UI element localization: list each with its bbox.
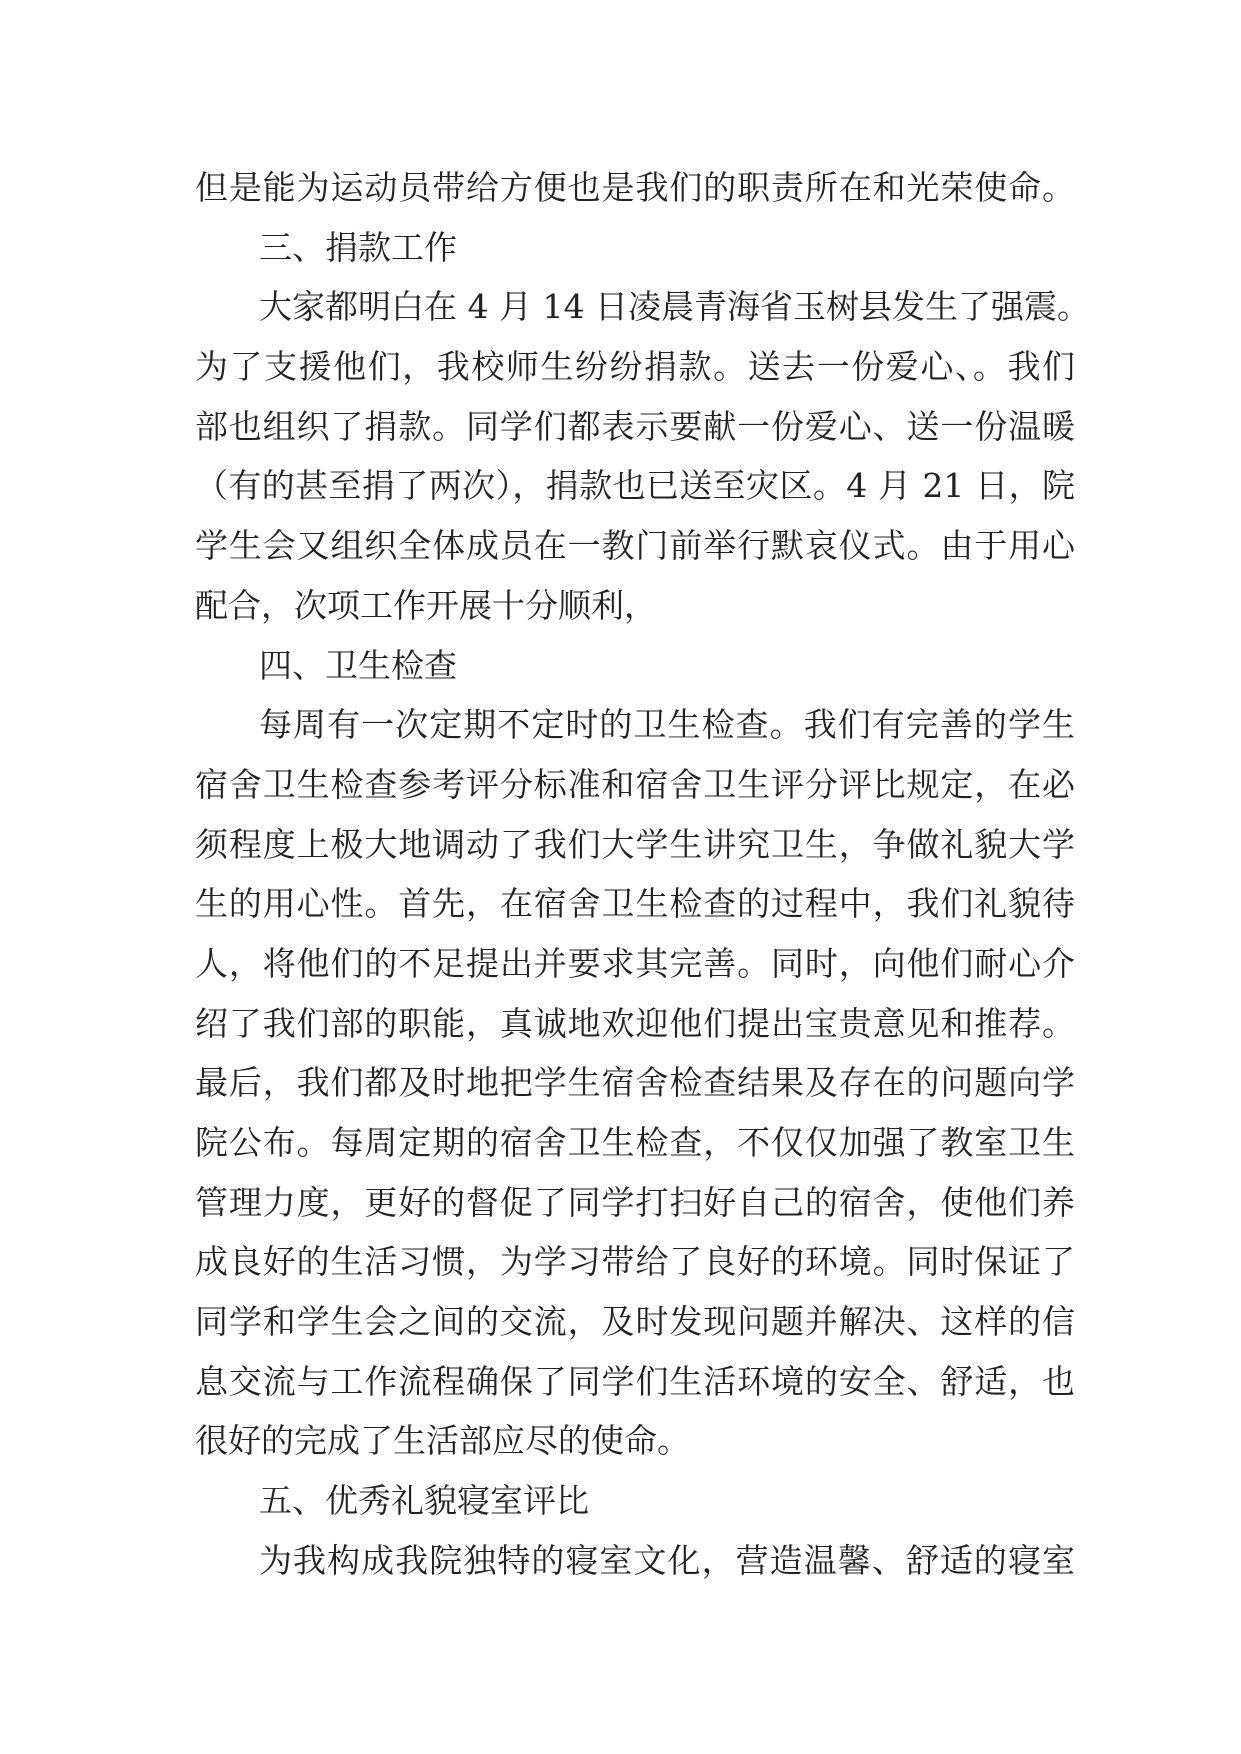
text-line: （有的甚至捐了两次），捐款也已送至灾区。4 月 21 日，院 [195, 466, 1075, 506]
paragraph-first-line: 三、捐款工作 [259, 227, 457, 267]
text-line: 配合，次项工作开展十分顺利， [195, 585, 657, 625]
paragraph-first-line: 四、卫生检查 [259, 645, 457, 685]
document-body [195, 158, 1090, 1591]
text-line: 成良好的生活习惯，为学习带给了良好的环境。同时保证了 [195, 1242, 1075, 1282]
text-line: 管理力度，更好的督促了同学打扫好自己的宿舍，使他们养 [195, 1182, 1075, 1222]
paragraph-first-line: 为我构成我院独特的寝室文化，营造温馨、舒适的寝室 [259, 1540, 1075, 1580]
text-line: 但是能为运动员带给方便也是我们的职责所在和光荣使命。 [195, 168, 1075, 207]
paragraph-first-line: 五、优秀礼貌寝室评比 [259, 1481, 589, 1521]
text-line: 息交流与工作流程确保了同学们生活环境的安全、舒适，也 [195, 1361, 1075, 1401]
text-line: 为了支援他们，我校师生纷纷捐款。送去一份爱心、。我们 [195, 347, 1075, 387]
text-line: 同学和学生会之间的交流，及时发现问题并解决、这样的信 [195, 1302, 1075, 1342]
text-line: 部也组织了捐款。同学们都表示要献一份爱心、送一份温暖 [195, 406, 1075, 446]
text-line: 须程度上极大地调动了我们大学生讲究卫生，争做礼貌大学 [195, 824, 1075, 864]
text-line: 生的用心性。首先，在宿舍卫生检查的过程中，我们礼貌待 [195, 884, 1075, 924]
text-line: 院公布。每周定期的宿舍卫生检查，不仅仅加强了教室卫生 [195, 1123, 1075, 1162]
text-line: 学生会又组织全体成员在一教门前举行默哀仪式。由于用心 [195, 526, 1075, 566]
text-line: 最后，我们都及时地把学生宿舍检查结果及存在的问题向学 [195, 1063, 1075, 1103]
paragraph-first-line: 大家都明白在 4 月 14 日凌晨青海省玉树县发生了强震。 [259, 287, 1090, 327]
text-line: 绍了我们部的职能，真诚地欢迎他们提出宝贵意见和推荐。 [195, 1003, 1075, 1043]
paragraph-first-line: 每周有一次定期不定时的卫生检查。我们有完善的学生 [259, 705, 1075, 745]
text-line: 人，将他们的不足提出并要求其完善。同时，向他们耐心介 [195, 943, 1075, 983]
text-line: 宿舍卫生检查参考评分标准和宿舍卫生评分评比规定，在必 [195, 764, 1075, 804]
text-line: 很好的完成了生活部应尽的使命。 [195, 1421, 690, 1461]
